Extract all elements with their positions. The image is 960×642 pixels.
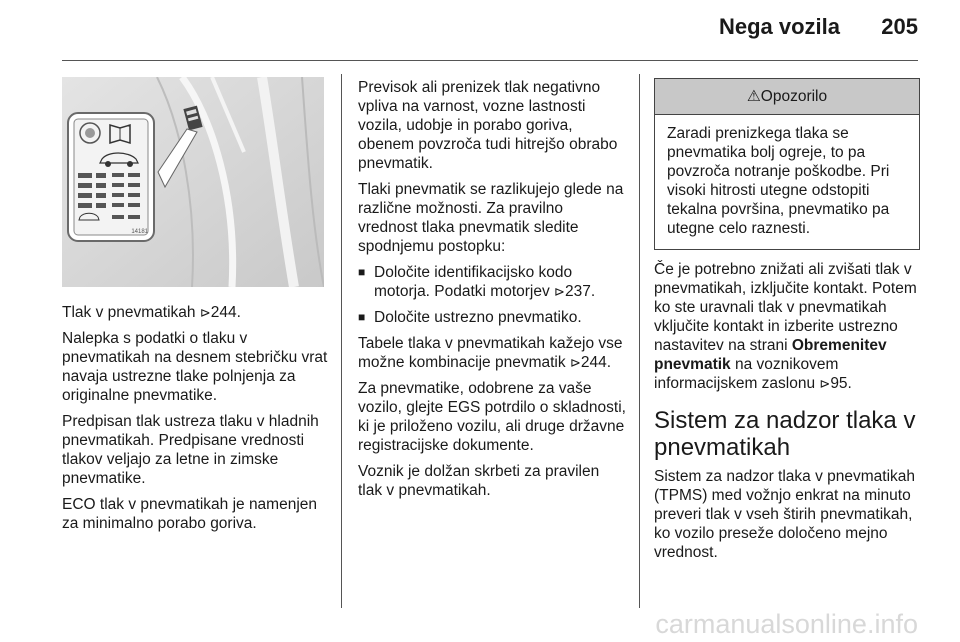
pressure-effects-paragraph: Previsok ali prenizek tlak negativno vpliva na varnost, vozne lastnosti vozila, udobje in porabo goriva, obenem povzroča tudi hitrejšo obrabo pnevmatik.: [358, 79, 618, 172]
list-item-text: Določite ustrezno pnevmatiko.: [374, 309, 582, 326]
column-divider-left: [341, 74, 342, 608]
tyre-load-setting-name: Obremenitev pnevmatik: [654, 337, 887, 373]
door-pillar-illustration: [62, 77, 324, 287]
cold-tyres-paragraph: Predpisan tlak ustreza tlaku v hladnih pnevmatikah. Predpisane vrednosti tlakov veljajo za letne in zimske pnevmatike.: [62, 413, 319, 487]
approved-tyres-paragraph: Za pnevmatike, odobrene za vaše vozilo, glejte EGS potrdilo o skladnosti, ki je priloženo vozilu, ali druge državne registracijske dokumente.: [358, 380, 626, 454]
engine-data-ref-page[interactable]: 237.: [564, 283, 596, 300]
bullet-icon: ■: [358, 310, 366, 324]
bullet-icon: ■: [358, 265, 366, 279]
cross-reference-arrow-icon: ⊳: [569, 355, 581, 370]
pressure-tables-paragraph: Tabele tlaka v pnevmatikah kažejo vse možne kombinacije pnevmatik ⊳244.: [358, 335, 623, 371]
info-display-ref-page[interactable]: 95.: [830, 375, 852, 392]
figure-code-label: 14181: [131, 229, 148, 235]
list-item-text: Določite identifikacijsko kodo motorja. Podatki motorjev ⊳237.: [374, 264, 596, 300]
tyre-pressure-reference: [62, 303, 328, 322]
list-item: [358, 263, 626, 301]
left-column: [62, 303, 328, 540]
warning-title: Opozorilo: [760, 88, 828, 105]
warning-body: Zaradi prenizkega tlaka se pnevmatika bolj ogreje, to pa povzroča notranje poškodbe. Pri visoki hitrosti utegne odstopiti tekalna površina, pnevmatiko pa utegne celo raznesti.: [667, 125, 890, 237]
warning-triangle-icon: ⚠: [746, 88, 761, 105]
pressure-options-paragraph: Tlaki pnevmatik se razlikujejo glede na različne možnosti. Za pravilno vrednost tlaka pnevmatik sledite spodnjemu postopku:: [358, 181, 624, 255]
watermark: carmanualsonline.info: [655, 609, 918, 639]
list-item: [358, 308, 626, 327]
pressure-tables-ref-page[interactable]: 244.: [580, 354, 612, 371]
warning-box: [654, 78, 920, 250]
label-location-paragraph: Nalepka s podatki o tlaku v pnevmatikah na desnem stebričku vrat navaja ustrezne tlake polnjenja za originalne pnevmatike.: [62, 330, 328, 404]
driver-responsibility-paragraph: Voznik je dolžan skrbeti za pravilen tlak v pnevmatikah.: [358, 463, 600, 499]
column-divider-right: [639, 74, 640, 608]
warning-header: [655, 79, 919, 115]
page-header-title: Nega vozila: [718, 14, 840, 39]
cross-reference-arrow-icon: ⊳: [819, 376, 831, 391]
middle-column: [358, 78, 626, 507]
cross-reference-arrow-icon: ⊳: [199, 305, 211, 320]
page-number: 205: [881, 14, 918, 39]
header-rule: [62, 60, 918, 61]
tpms-description-paragraph: Sistem za nadzor tlaka v pnevmatikah (TPMS) med vožnjo enkrat na minuto preveri tlak v vseh štirih pnevmatikah, ko vozilo preseže določeno mejno vrednost.: [654, 468, 916, 561]
cross-reference-arrow-icon: ⊳: [554, 284, 565, 299]
eco-pressure-paragraph: ECO tlak v pnevmatikah je namenjen za minimalno porabo goriva.: [62, 496, 318, 532]
tyre-pressure-label-figure: [62, 77, 324, 287]
adjust-pressure-paragraph: Če je potrebno znižati ali zvišati tlak v pnevmatikah, izključite kontakt. Potem ko ste uravnali tlak v pnevmatikah vključite kontakt in izberite ustrezno nastavitev na strani Obremenitev pnevmatik na voznikovem informacijskem zaslonu ⊳95.: [654, 261, 917, 392]
right-column: [654, 78, 920, 569]
section-title: Sistem za nadzor tlaka v pnevmatikah: [654, 407, 916, 461]
tyre-pressure-ref-text: Tlak v pnevmatikah: [62, 304, 200, 321]
tyre-pressure-ref-page[interactable]: 244.: [210, 304, 241, 321]
